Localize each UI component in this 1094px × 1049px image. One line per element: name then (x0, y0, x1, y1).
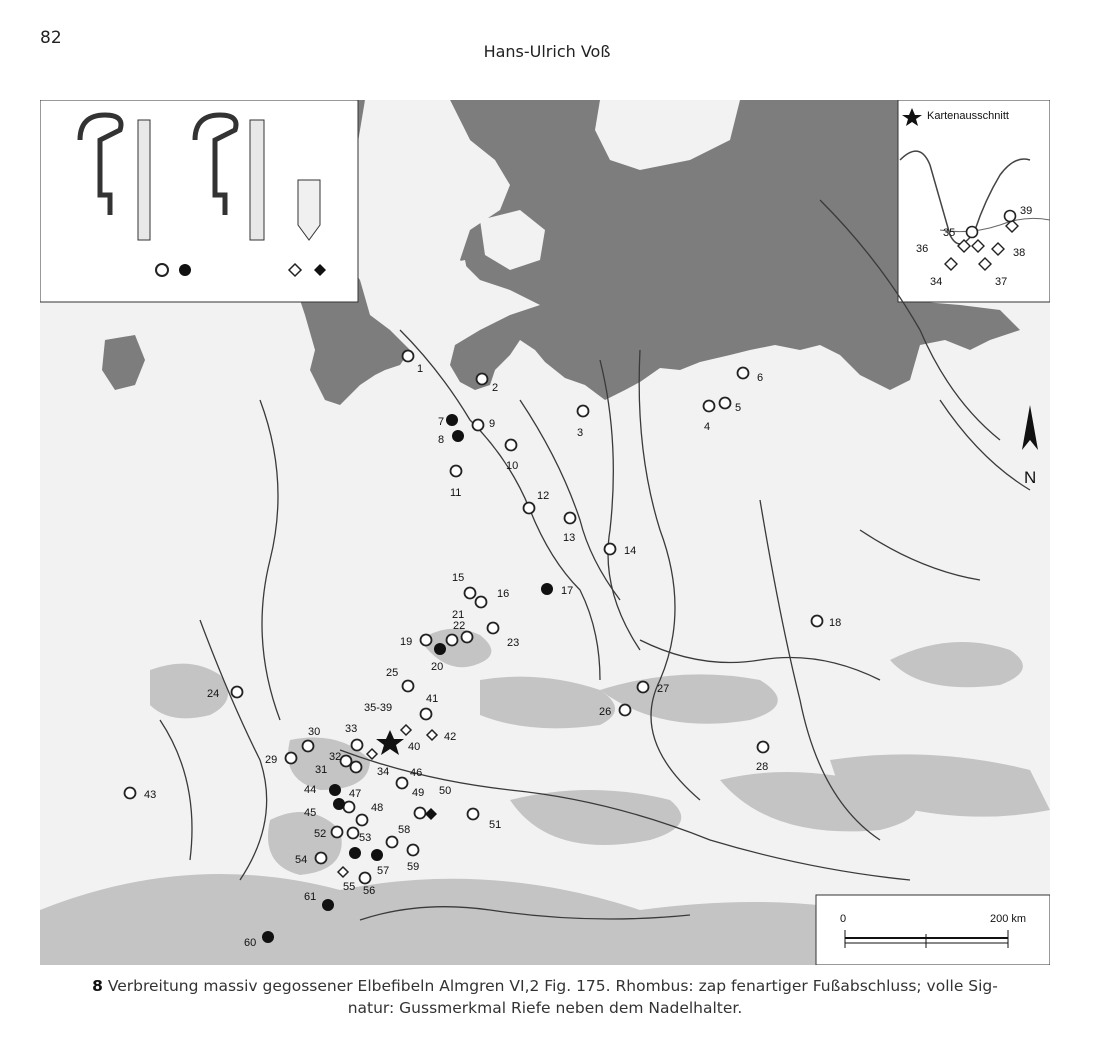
label-4: 4 (704, 421, 711, 433)
label-13: 13 (563, 532, 576, 544)
label-8: 8 (438, 434, 445, 446)
caption-line-1: Verbreitung massiv gegossener Elbefibeln Almgren VI,2 Fig. 175. Rhombus: zap fenartiger Fußabschluss; volle Sig- (107, 977, 998, 995)
legend-box (40, 100, 358, 302)
inset-label-35: 35 (943, 227, 956, 239)
scale-start: 0 (840, 913, 847, 925)
label-6: 6 (757, 372, 764, 384)
site-14 (605, 544, 616, 555)
scale-bar (816, 895, 1050, 965)
label-59: 59 (407, 861, 420, 873)
site-21 (447, 635, 458, 646)
label-58: 58 (398, 824, 411, 836)
site-52 (332, 827, 343, 838)
inset-site-39b (1005, 211, 1016, 222)
label-52: 52 (314, 828, 327, 840)
figure-caption (40, 975, 1050, 1019)
label-35-39: 35-39 (364, 702, 393, 714)
label-12: 12 (537, 490, 550, 502)
label-17: 17 (561, 585, 574, 597)
legend-open-circle (156, 264, 168, 276)
label-30: 30 (308, 726, 321, 738)
site-16 (476, 597, 487, 608)
label-47: 47 (349, 788, 362, 800)
label-41: 41 (426, 693, 439, 705)
label-43: 43 (144, 789, 157, 801)
site-33 (352, 740, 363, 751)
fibula-drawing-4 (250, 120, 264, 240)
label-50: 50 (439, 785, 452, 797)
site-46 (397, 778, 408, 789)
site-51 (468, 809, 479, 820)
site-15 (465, 588, 476, 599)
label-48: 48 (371, 802, 384, 814)
site-41 (421, 709, 432, 720)
site-60 (262, 931, 274, 943)
site-6 (738, 368, 749, 379)
site-7 (446, 414, 458, 426)
label-40: 40 (408, 741, 421, 753)
site-57b (349, 847, 361, 859)
label-23: 23 (507, 637, 520, 649)
inset-title: Kartenausschnitt (927, 110, 1009, 122)
label-55: 55 (343, 881, 356, 893)
site-44 (329, 784, 341, 796)
label-16: 16 (497, 588, 510, 600)
label-49: 49 (412, 787, 425, 799)
inset-label-34: 34 (930, 276, 943, 288)
legend-filled-circle (179, 264, 191, 276)
site-17 (541, 583, 553, 595)
label-11: 11 (450, 487, 462, 499)
site-53 (348, 828, 359, 839)
label-54: 54 (295, 854, 308, 866)
label-22: 22 (453, 620, 466, 632)
label-25: 25 (386, 667, 399, 679)
site-59 (408, 845, 419, 856)
distribution-map (40, 100, 1050, 965)
label-14: 14 (624, 545, 637, 557)
site-22 (462, 632, 473, 643)
label-5: 5 (735, 402, 742, 414)
label-33: 33 (345, 723, 358, 735)
label-10: 10 (506, 460, 519, 472)
site-9 (473, 420, 484, 431)
caption-line-2: natur: Gussmerkmal Riefe neben dem Nadelhalter. (347, 999, 743, 1017)
label-61: 61 (304, 891, 317, 903)
site-28 (758, 742, 769, 753)
label-57: 57 (377, 865, 390, 877)
site-49 (415, 808, 426, 819)
site-45 (333, 798, 345, 810)
site-29 (286, 753, 297, 764)
label-21: 21 (452, 609, 465, 621)
inset-label-38: 38 (1013, 247, 1026, 259)
label-42: 42 (444, 731, 457, 743)
label-46: 46 (410, 767, 423, 779)
inset-label-36: 36 (916, 243, 929, 255)
site-25 (403, 681, 414, 692)
site-61 (322, 899, 334, 911)
label-18: 18 (829, 617, 842, 629)
site-12 (524, 503, 535, 514)
label-9: 9 (489, 418, 496, 430)
label-19: 19 (400, 636, 413, 648)
site-10 (506, 440, 517, 451)
label-34: 34 (377, 766, 390, 778)
fibula-drawing-2 (138, 120, 150, 240)
label-56: 56 (363, 885, 376, 897)
site-2 (477, 374, 488, 385)
inset-label-39: 39 (1020, 205, 1033, 217)
label-20: 20 (431, 661, 444, 673)
page-number: 82 (40, 28, 62, 48)
label-3: 3 (577, 427, 584, 439)
site-3 (578, 406, 589, 417)
label-2: 2 (492, 382, 499, 394)
site-24 (232, 687, 243, 698)
label-53: 53 (359, 832, 372, 844)
inset-box (898, 100, 1050, 302)
label-26: 26 (599, 706, 612, 718)
label-32: 32 (329, 751, 342, 763)
inset-label-37: 37 (995, 276, 1008, 288)
site-54 (316, 853, 327, 864)
running-head: Hans-Ulrich Voß (483, 42, 611, 61)
site-43 (125, 788, 136, 799)
label-60: 60 (244, 937, 257, 949)
figure-number: 8 (92, 977, 103, 995)
site-57 (371, 849, 383, 861)
site-26 (620, 705, 631, 716)
site-18 (812, 616, 823, 627)
site-47 (344, 802, 355, 813)
site-8 (452, 430, 464, 442)
label-28: 28 (756, 761, 769, 773)
label-45: 45 (304, 807, 317, 819)
label-44: 44 (304, 784, 317, 796)
site-30 (303, 741, 314, 752)
site-32 (351, 762, 362, 773)
inset-site-35 (967, 227, 978, 238)
site-56 (360, 873, 371, 884)
scale-end: 200 km (990, 913, 1027, 925)
label-15: 15 (452, 572, 465, 584)
site-13 (565, 513, 576, 524)
site-23 (488, 623, 499, 634)
label-29: 29 (265, 754, 278, 766)
site-11 (451, 466, 462, 477)
label-7: 7 (438, 416, 445, 428)
site-19 (421, 635, 432, 646)
site-31 (341, 756, 352, 767)
label-31: 31 (315, 764, 328, 776)
site-20 (434, 643, 446, 655)
site-1 (403, 351, 414, 362)
site-5 (720, 398, 731, 409)
site-58 (387, 837, 398, 848)
north-label: N (1024, 468, 1037, 487)
label-24: 24 (207, 688, 220, 700)
site-27 (638, 682, 649, 693)
label-1: 1 (417, 363, 424, 375)
site-4 (704, 401, 715, 412)
site-48 (357, 815, 368, 826)
label-51: 51 (489, 819, 502, 831)
label-27: 27 (657, 683, 670, 695)
